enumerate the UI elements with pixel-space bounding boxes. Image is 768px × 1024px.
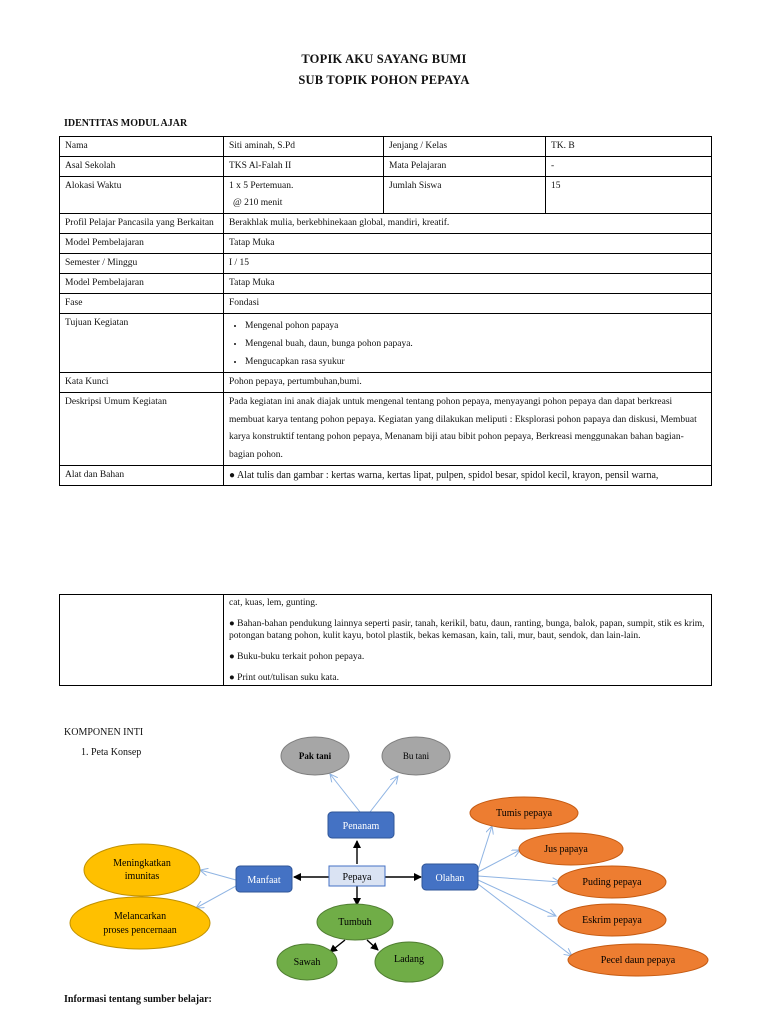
- cell-value: TKS Al-Falah II: [224, 157, 384, 177]
- node-pecel-label: Pecel daun pepaya: [600, 955, 676, 966]
- list-item: • Mengenal pohon papaya: [245, 317, 706, 335]
- cell-label: Asal Sekolah: [60, 157, 224, 177]
- cell-value: 15: [546, 177, 712, 214]
- cell-value: ● Alat tulis dan gambar : kertas warna, kertas lipat, pulpen, spidol besar, spidol kecil, krayon, pensil warna,: [224, 466, 712, 486]
- node-jus-label: Jus papaya: [544, 844, 588, 855]
- cell-label: Jumlah Siswa: [384, 177, 546, 214]
- node-ladang-label: Ladang: [394, 954, 424, 965]
- arrow-tumbuh-ladang: [367, 940, 378, 950]
- node-olahan-label: Olahan: [435, 873, 465, 884]
- cell-label: Alat dan Bahan: [60, 466, 224, 486]
- node-puding-label: Puding pepaya: [582, 877, 642, 888]
- cell-label: Jenjang / Kelas: [384, 137, 546, 157]
- node-sawah-label: Sawah: [293, 957, 321, 968]
- node-bu-tani-label: Bu tani: [402, 751, 430, 761]
- cell-label: Semester / Minggu: [60, 254, 224, 274]
- cell-value: Tatap Muka: [224, 274, 712, 294]
- node-pencernaan: [70, 897, 210, 949]
- connector-olahan-puding: [478, 876, 560, 882]
- cell-value: I / 15: [224, 254, 712, 274]
- connector-olahan-jus: [478, 850, 520, 872]
- materials-line-3: ● Buku-buku terkait pohon pepaya.: [229, 652, 365, 662]
- connector-manfaat-pencernaan: [196, 886, 236, 908]
- cell-value: TK. B: [546, 137, 712, 157]
- node-tumbuh-label: Tumbuh: [338, 917, 372, 928]
- page-subtitle: SUB TOPIK POHON PEPAYA: [298, 73, 470, 87]
- cell-value: Pohon pepaya, pertumbuhan,bumi.: [224, 373, 712, 393]
- cell-label: Tujuan Kegiatan: [60, 314, 224, 373]
- cell-label: Fase: [60, 294, 224, 314]
- cell-label: Deskripsi Umum Kegiatan: [60, 393, 224, 466]
- connector-penanam-butani: [370, 776, 398, 812]
- node-pepaya-label: Pepaya: [342, 872, 372, 883]
- cell-value: Pada kegiatan ini anak diajak untuk mengenal tentang pohon pepaya, menyayangi pohon pepaya dan dapat berkreasi membuat karya tentang pohon pepaya. Kegiatan yang dilakukan meliputi : Eksplorasi pohon papaya dan diskusi, Membuat karya konstruktif tentang pohon pepaya, Menanam biji atau bibit pohon pepaya, Berkreasi menggunakan bahan bagian-bagian pohon.: [224, 393, 712, 466]
- cell-value: -: [546, 157, 712, 177]
- cell-label: Alokasi Waktu: [60, 177, 224, 214]
- node-imunitas: [84, 844, 200, 896]
- cell-value: Berakhlak mulia, berkebhinekaan global, mandiri, kreatif.: [224, 214, 712, 234]
- node-tumis-label: Tumis pepaya: [495, 808, 553, 819]
- alokasi-line-2: @ 210 menit: [233, 198, 283, 208]
- cell-value: Tatap Muka: [224, 234, 712, 254]
- node-imunitas-line-2: imunitas: [124, 871, 160, 882]
- materials-line-1: cat, kuas, lem, gunting.: [229, 598, 318, 608]
- connector-olahan-eskrim: [478, 880, 556, 916]
- materials-line-4: ● Print out/tulisan suku kata.: [229, 673, 339, 683]
- node-penanam-label: Penanam: [342, 821, 380, 832]
- sumber-belajar-heading: Informasi tentang sumber belajar:: [64, 994, 212, 1005]
- list-item: • Mengenal buah, daun, bunga pohon papaya.: [245, 335, 706, 353]
- connector-manfaat-imunitas: [200, 870, 236, 880]
- page-title: TOPIK AKU SAYANG BUMI: [301, 52, 467, 66]
- cell-label: Model Pembelajaran: [60, 234, 224, 254]
- node-imunitas-line-1: Meningkatkan: [113, 858, 171, 869]
- komponen-heading: KOMPONEN INTI: [64, 727, 144, 738]
- list-item: • Mengucapkan rasa syukur: [245, 353, 706, 371]
- connector-penanam-paktani: [330, 774, 360, 812]
- cell-value: Siti aminah, S.Pd: [224, 137, 384, 157]
- materials-line-2: ● Bahan-bahan pendukung lainnya seperti pasir, tanah, kerikil, batu, daun, ranting, bunga, balok, papan, sumpit, stik es krim, potongan batang pohon, kulit kayu, botol plastik, bekas kemasan, kain, tali, mur, baut, sendok, dan lain-lain.: [229, 619, 705, 641]
- cell-label: Nama: [60, 137, 224, 157]
- node-manfaat-label: Manfaat: [247, 875, 281, 886]
- cell-label: Kata Kunci: [60, 373, 224, 393]
- cell-label: Mata Pelajaran: [384, 157, 546, 177]
- peta-konsep-item: 1. Peta Konsep: [81, 747, 142, 758]
- node-pak-tani-label: Pak tani: [298, 751, 332, 761]
- identity-heading: IDENTITAS MODUL AJAR: [64, 118, 188, 129]
- node-pencernaan-line-1: Melancarkan: [113, 911, 167, 922]
- node-eskrim-label: Eskrim pepaya: [582, 915, 642, 926]
- connector-olahan-tumis: [478, 826, 492, 870]
- cell-label: Profil Pelajar Pancasila yang Berkaitan: [60, 214, 224, 234]
- node-pencernaan-line-2: proses pencernaan: [103, 925, 177, 936]
- cell-value: Fondasi: [224, 294, 712, 314]
- arrow-tumbuh-sawah: [330, 940, 345, 952]
- cell-label: Model Pembelajaran: [60, 274, 224, 294]
- alokasi-line-1: 1 x 5 Pertemuan.: [229, 181, 294, 191]
